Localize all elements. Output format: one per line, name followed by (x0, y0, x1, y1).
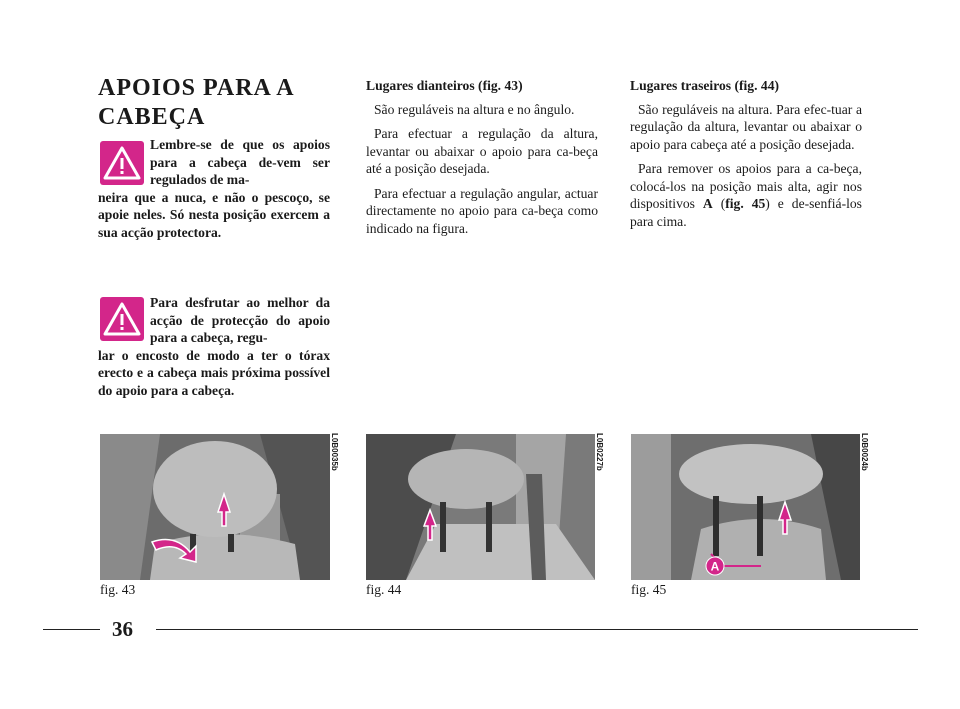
title-line-1: APOIOS PARA A (98, 75, 295, 101)
front-p2: Para efectuar a regulação da altura, levantar ou abaixar o apoio para ca-beça até a posição desejada. (366, 126, 598, 176)
front-p1: São reguláveis na altura e no ângulo. (374, 101, 575, 117)
figure-43-label: fig. 43 (100, 582, 136, 597)
figure-43-photo (100, 434, 330, 580)
rear-seats-section (630, 77, 862, 237)
warning-1-rest: neira que a nuca, e não o pescoço, se apoie neles. Só nesta posição exercem a sua acção protectora. (98, 189, 330, 240)
footer-rule-right (156, 629, 918, 630)
footer-rule-left (43, 629, 100, 630)
figure-45-label: fig. 45 (631, 582, 667, 597)
figure-45-photo (631, 434, 860, 580)
front-seats-heading: Lugares dianteiros (fig. 43) (366, 78, 523, 93)
figure-44-label: fig. 44 (366, 582, 402, 597)
warning-2-rest: lar o encosto de modo a ter o tórax erecto e a cabeça mais próxima possível do apoio para a cabeça. (98, 347, 330, 398)
front-p3: Para efectuar a regulação angular, actuar directamente no apoio para ca-beça como indicado na figura. (366, 185, 598, 236)
warning-2-first: Para desfrutar ao melhor da acção de protecção do apoio para a cabeça, regu- (150, 295, 330, 345)
warning-note-1 (98, 136, 330, 241)
warning-note-2 (98, 294, 330, 399)
figure-43-code: L0B0035b (330, 433, 339, 471)
figure-44-photo (366, 434, 595, 580)
figure-44-code: L0B0227b (595, 433, 604, 471)
figure-45-code: L0B0024b (860, 433, 869, 471)
rear-p1: São reguláveis na altura. Para efec-tuar a regulação da altura, levantar ou abaixar o apoio para cabeça até a posição desejada. (630, 101, 862, 152)
rear-p2: Para remover os apoios para a ca-beça, colocá-los na posição mais alta, agir nos dispositivos A (fig. 45) e de-senfiá-los para cima. (630, 161, 862, 229)
section-title (98, 74, 338, 132)
figure-45-marker: A (710, 559, 720, 574)
page-number: 36 (112, 617, 133, 641)
front-seats-section (366, 77, 598, 244)
title-line-2: CABEÇA (98, 104, 206, 130)
rear-seats-heading: Lugares traseiros (fig. 44) (630, 78, 780, 93)
warning-1-first: Lembre-se de que os apoios para a cabeça de-vem ser regulados de ma- (150, 137, 330, 187)
